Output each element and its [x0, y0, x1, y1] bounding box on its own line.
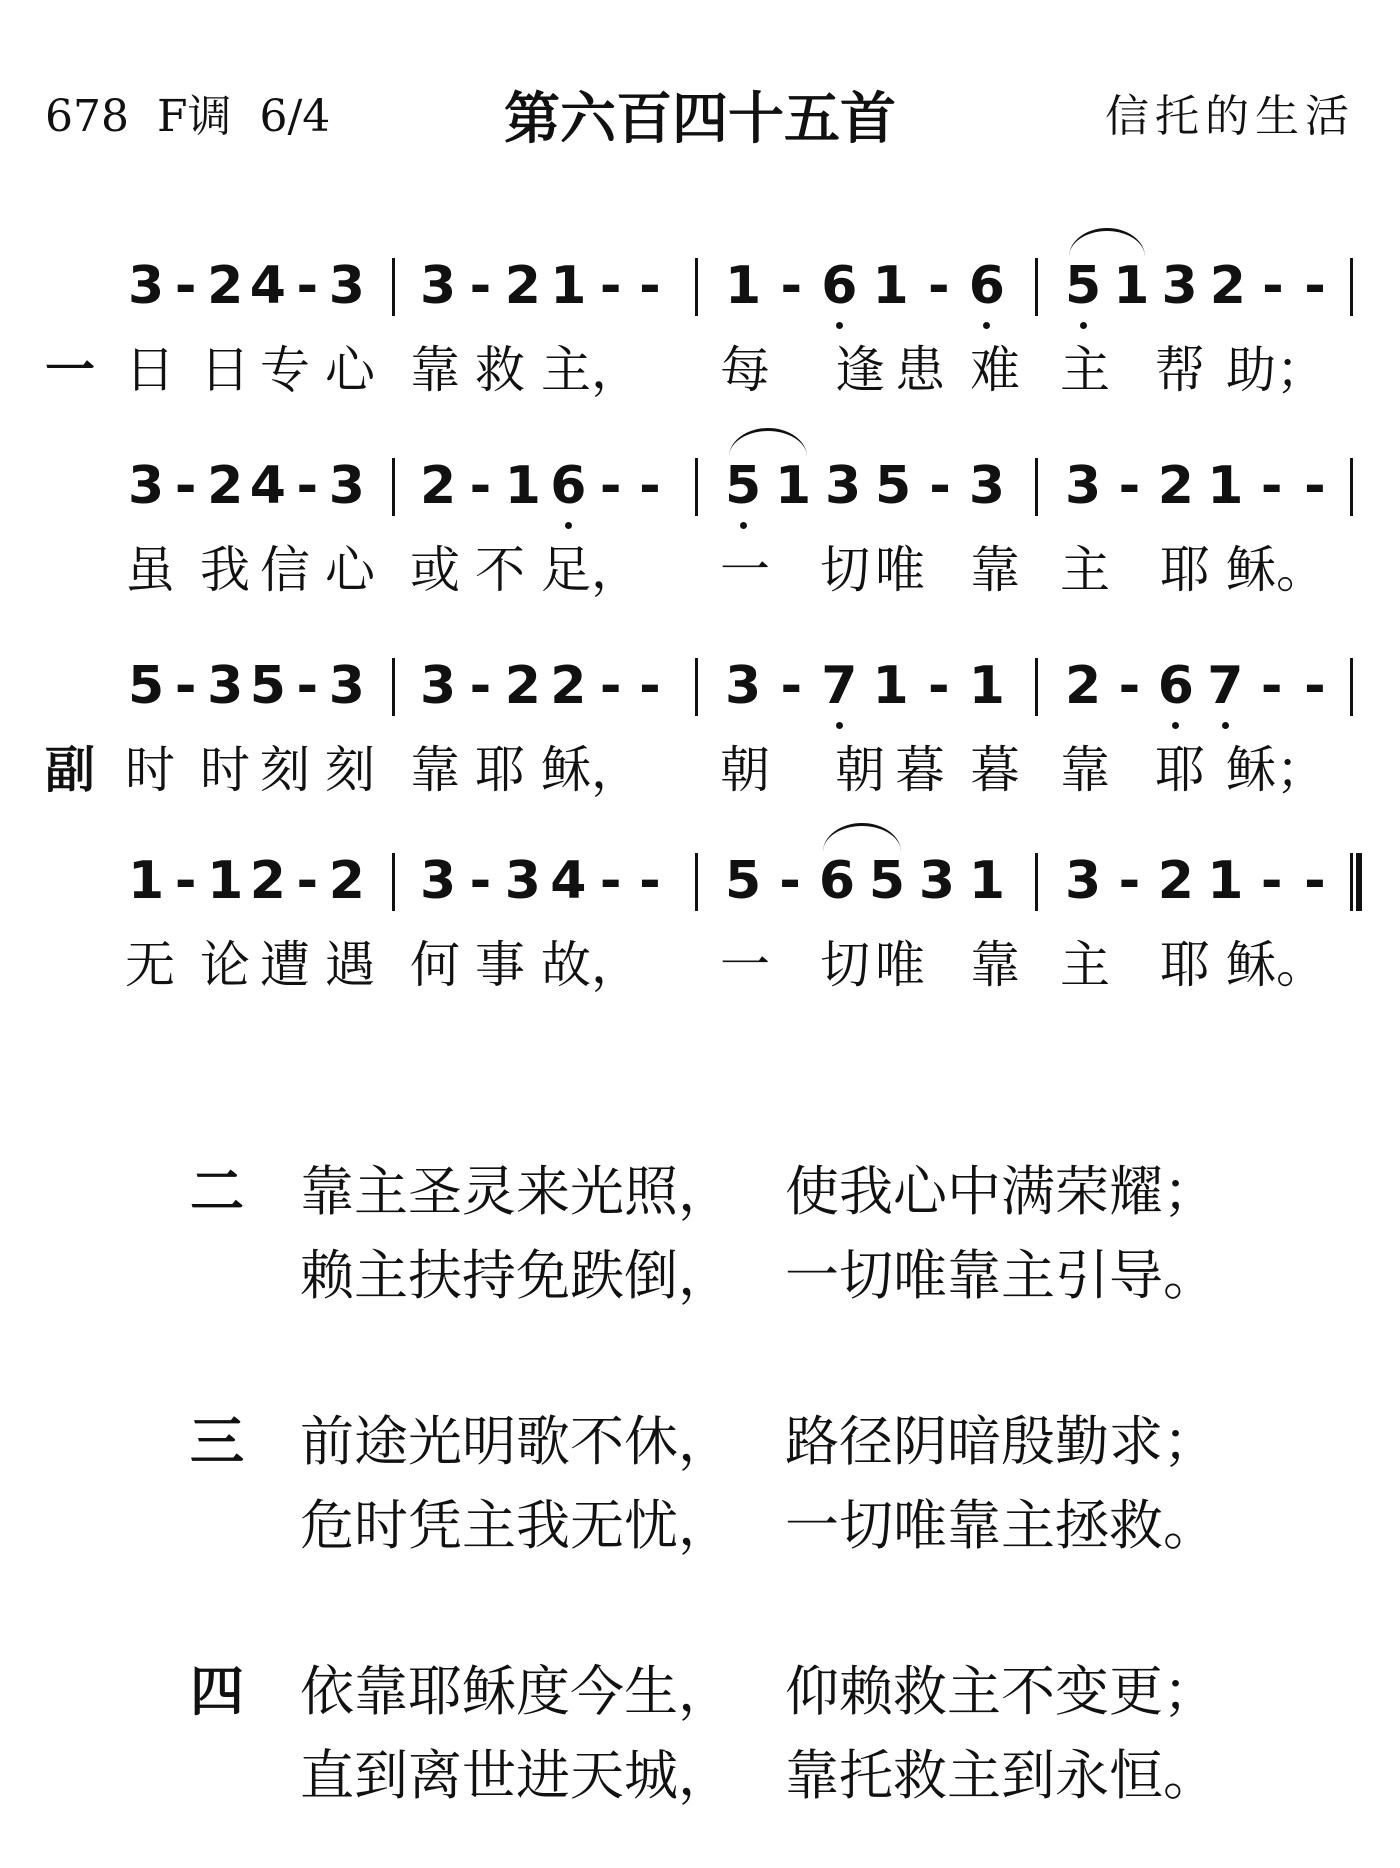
lyric-char: 或 — [410, 541, 460, 599]
lyric-char: 稣。 — [1226, 541, 1326, 599]
note: 3 — [328, 656, 365, 716]
note-dash: - — [174, 256, 197, 316]
stanza-line: 靠托救主到永恒。 — [785, 1744, 1217, 1807]
stanza-line: 靠主圣灵来光照， — [300, 1160, 732, 1223]
lyric-char: 心 — [325, 541, 375, 599]
note: 2 — [207, 256, 244, 316]
note: 3 — [725, 656, 762, 716]
stanza-line: 仰赖救主不变更； — [785, 1660, 1217, 1723]
lyric-char: 主 — [1060, 341, 1110, 399]
lyrics-row — [0, 734, 1400, 806]
music-system — [0, 845, 1400, 1025]
note-dash: - — [469, 656, 492, 716]
lyric-char: 唯 — [875, 936, 925, 994]
note-dash: - — [469, 851, 492, 911]
note-dash: - — [1260, 456, 1283, 516]
hymn-subject: 信托的生活 — [1105, 91, 1355, 142]
barline — [695, 258, 698, 316]
note: 3 — [207, 656, 244, 716]
note: 2 — [1157, 851, 1194, 911]
note: 6 — [821, 250, 857, 322]
lyric-char: 靠 — [970, 936, 1020, 994]
measure — [1065, 845, 1330, 917]
note-dash: - — [469, 456, 492, 516]
lyric-char: 逢 — [835, 341, 885, 399]
measure — [128, 250, 365, 322]
measure — [1065, 250, 1330, 322]
lyric-char: 不 — [475, 541, 525, 599]
lyric-char: 虽 — [125, 541, 175, 599]
barline — [695, 658, 698, 716]
note-dash: - — [296, 456, 319, 516]
hymn-number-key-meter: 678 F调 6/4 — [45, 91, 331, 142]
note: 4 — [550, 851, 587, 911]
barline — [1035, 458, 1038, 516]
note: 6 — [818, 851, 855, 911]
note: 3 — [128, 456, 165, 516]
notes-row — [0, 650, 1400, 722]
stanza-line: 前途光明歌不休， — [300, 1410, 732, 1473]
note: 7 — [1207, 650, 1243, 722]
note: 5 — [875, 456, 912, 516]
measure — [1065, 450, 1330, 522]
lyric-char: 每 — [720, 341, 770, 399]
measure — [725, 650, 1005, 722]
lyric-char: 唯 — [875, 541, 925, 599]
lyric-char: 朝 — [720, 741, 770, 799]
note: 3 — [328, 256, 365, 316]
lyric-char: 事 — [475, 936, 525, 994]
music-system — [0, 650, 1400, 830]
lyrics-row — [0, 929, 1400, 1001]
note-dash: - — [296, 256, 319, 316]
lyric-char: 难 — [970, 341, 1020, 399]
note: 1 — [872, 656, 909, 716]
measure — [128, 650, 365, 722]
lyric-char: 救 — [475, 341, 525, 399]
note-dash: - — [1118, 656, 1141, 716]
barline — [392, 458, 395, 516]
lyric-char: 靠 — [410, 341, 460, 399]
note: 3 — [825, 456, 862, 516]
lyric-char: 论 — [200, 936, 250, 994]
lyric-char: 暮 — [895, 741, 945, 799]
note: 2 — [328, 851, 365, 911]
measure — [1065, 650, 1330, 722]
final-barline — [1350, 853, 1362, 911]
note: 3 — [128, 256, 165, 316]
note-dash: - — [1304, 456, 1326, 516]
stanza-line: 依靠耶稣度今生， — [300, 1660, 732, 1723]
measure — [128, 450, 365, 522]
note-dash: - — [1304, 851, 1326, 911]
note: 3 — [420, 256, 457, 316]
barline — [1350, 658, 1353, 716]
lyric-char: 时 — [200, 741, 250, 799]
barline — [392, 853, 395, 911]
note: 2 — [420, 456, 457, 516]
measure — [725, 845, 1005, 917]
stanza-number: 三 — [190, 1410, 244, 1473]
lyric-char: 靠 — [1060, 741, 1110, 799]
lyric-char: 遇 — [325, 936, 375, 994]
stanza-line: 危时凭主我无忧， — [300, 1494, 732, 1557]
verse-label: 副 — [45, 741, 95, 799]
notes-row — [0, 845, 1400, 917]
note-dash: - — [639, 851, 661, 911]
note: 1 — [1207, 851, 1244, 911]
lyric-char: 足， — [541, 541, 641, 599]
note: 2 — [1157, 456, 1194, 516]
hymn-title: 第六百四十五首 — [504, 87, 896, 152]
lyric-char: 无 — [125, 936, 175, 994]
lyric-char: 助； — [1226, 341, 1326, 399]
measure — [420, 845, 665, 917]
slur — [729, 428, 807, 457]
lyric-char: 主， — [541, 341, 641, 399]
lyric-char: 稣； — [1226, 741, 1326, 799]
stanza-line: 路径阴暗殷勤求； — [785, 1410, 1217, 1473]
measure — [725, 250, 1005, 322]
note-dash: - — [1262, 256, 1284, 316]
note: 2 — [1065, 656, 1102, 716]
lyric-char: 日 — [200, 341, 250, 399]
stanza-line: 一切唯靠主拯救。 — [785, 1494, 1217, 1557]
note-dash: - — [174, 851, 197, 911]
note: 5 — [868, 851, 905, 911]
note: 2 — [504, 656, 541, 716]
note: 5 — [725, 851, 762, 911]
lyric-char: 耶 — [475, 741, 525, 799]
note: 1 — [1207, 456, 1244, 516]
lyric-char: 耶 — [1160, 541, 1210, 599]
note: 1 — [775, 456, 812, 516]
note: 5 — [1065, 250, 1101, 322]
lyric-char: 我 — [200, 541, 250, 599]
barline — [695, 458, 698, 516]
barline — [392, 258, 395, 316]
note-dash: - — [780, 656, 803, 716]
note: 3 — [918, 851, 955, 911]
verse-label: 一 — [45, 341, 95, 399]
lyric-char: 帮 — [1155, 341, 1205, 399]
note-dash: - — [1304, 656, 1326, 716]
note: 2 — [550, 656, 587, 716]
lyric-char: 日 — [125, 341, 175, 399]
note: 1 — [725, 256, 762, 316]
barline — [1035, 658, 1038, 716]
notes-row — [0, 250, 1400, 322]
lyric-char: 切 — [820, 541, 870, 599]
note: 3 — [1065, 851, 1102, 911]
note-dash: - — [927, 256, 950, 316]
lyric-char: 一 — [720, 936, 770, 994]
note: 3 — [1065, 456, 1102, 516]
lyric-char: 遭 — [260, 936, 310, 994]
note-dash: - — [599, 656, 622, 716]
notes-row — [0, 450, 1400, 522]
lyric-char: 朝 — [835, 741, 885, 799]
barline — [1035, 258, 1038, 316]
note: 5 — [128, 656, 165, 716]
note-dash: - — [927, 656, 950, 716]
note: 2 — [249, 851, 286, 911]
note: 1 — [550, 256, 587, 316]
note: 1 — [207, 851, 244, 911]
stanza-number: 二 — [190, 1160, 244, 1223]
measure — [420, 650, 665, 722]
note-dash: - — [296, 851, 319, 911]
measure — [725, 450, 1005, 522]
note: 3 — [968, 456, 1005, 516]
lyric-char: 一 — [720, 541, 770, 599]
lyric-char: 时 — [125, 741, 175, 799]
lyric-char: 患 — [895, 341, 945, 399]
note-dash: - — [639, 456, 661, 516]
note-dash: - — [779, 851, 801, 911]
lyric-char: 稣， — [541, 741, 641, 799]
note-dash: - — [780, 256, 803, 316]
lyric-char: 稣。 — [1226, 936, 1326, 994]
note: 3 — [328, 456, 365, 516]
note-dash: - — [639, 256, 661, 316]
lyric-char: 暮 — [970, 741, 1020, 799]
note: 6 — [969, 250, 1005, 322]
note: 7 — [821, 650, 857, 722]
note: 1 — [128, 851, 165, 911]
note-dash: - — [174, 656, 197, 716]
note-dash: - — [599, 256, 622, 316]
lyrics-row — [0, 534, 1400, 606]
note: 1 — [1113, 256, 1150, 316]
note: 1 — [872, 256, 909, 316]
slur — [1069, 228, 1145, 257]
note-dash: - — [1118, 851, 1141, 911]
lyric-char: 刻 — [325, 741, 375, 799]
lyric-char: 主 — [1060, 936, 1110, 994]
lyric-char: 靠 — [970, 541, 1020, 599]
barline — [1350, 458, 1353, 516]
note: 5 — [725, 450, 761, 522]
note-dash: - — [1260, 851, 1283, 911]
barline — [695, 853, 698, 911]
lyric-char: 靠 — [410, 741, 460, 799]
note-dash: - — [639, 656, 661, 716]
music-system — [0, 450, 1400, 630]
music-system — [0, 250, 1400, 430]
note-dash: - — [469, 256, 492, 316]
lyric-char: 专 — [260, 341, 310, 399]
note: 5 — [249, 656, 286, 716]
note: 3 — [420, 851, 457, 911]
barline — [392, 658, 395, 716]
lyric-char: 信 — [260, 541, 310, 599]
note-dash: - — [296, 656, 319, 716]
note-dash: - — [599, 851, 622, 911]
note: 6 — [550, 450, 586, 522]
measure — [420, 250, 665, 322]
stanza-number: 四 — [190, 1660, 244, 1723]
measure — [128, 845, 365, 917]
note-dash: - — [599, 456, 622, 516]
lyric-char: 切 — [820, 936, 870, 994]
note: 3 — [1161, 256, 1198, 316]
lyric-char: 心 — [325, 341, 375, 399]
note: 2 — [1209, 256, 1246, 316]
lyric-char: 刻 — [260, 741, 310, 799]
note: 2 — [207, 456, 244, 516]
stanza-line: 一切唯靠主引导。 — [785, 1244, 1217, 1307]
lyrics-row — [0, 334, 1400, 406]
note-dash: - — [929, 456, 951, 516]
note-dash: - — [1304, 256, 1326, 316]
stanza-line: 赖主扶持免跌倒， — [300, 1244, 732, 1307]
barline — [1035, 853, 1038, 911]
note: 1 — [968, 851, 1005, 911]
lyric-char: 主 — [1060, 541, 1110, 599]
lyric-char: 何 — [410, 936, 460, 994]
lyric-char: 耶 — [1160, 936, 1210, 994]
stanza-line: 直到离世进天城， — [300, 1744, 732, 1807]
note: 4 — [249, 456, 286, 516]
note-dash: - — [174, 456, 197, 516]
lyric-char: 故， — [541, 936, 641, 994]
note: 6 — [1158, 650, 1194, 722]
note: 4 — [249, 256, 286, 316]
note: 3 — [420, 656, 457, 716]
note-dash: - — [1118, 456, 1141, 516]
measure — [420, 450, 665, 522]
stanza-line: 使我心中满荣耀； — [785, 1160, 1217, 1223]
note: 3 — [504, 851, 541, 911]
note: 1 — [504, 456, 541, 516]
note-dash: - — [1260, 656, 1283, 716]
barline — [1350, 258, 1353, 316]
lyric-char: 耶 — [1155, 741, 1205, 799]
note: 2 — [504, 256, 541, 316]
note: 1 — [968, 656, 1005, 716]
